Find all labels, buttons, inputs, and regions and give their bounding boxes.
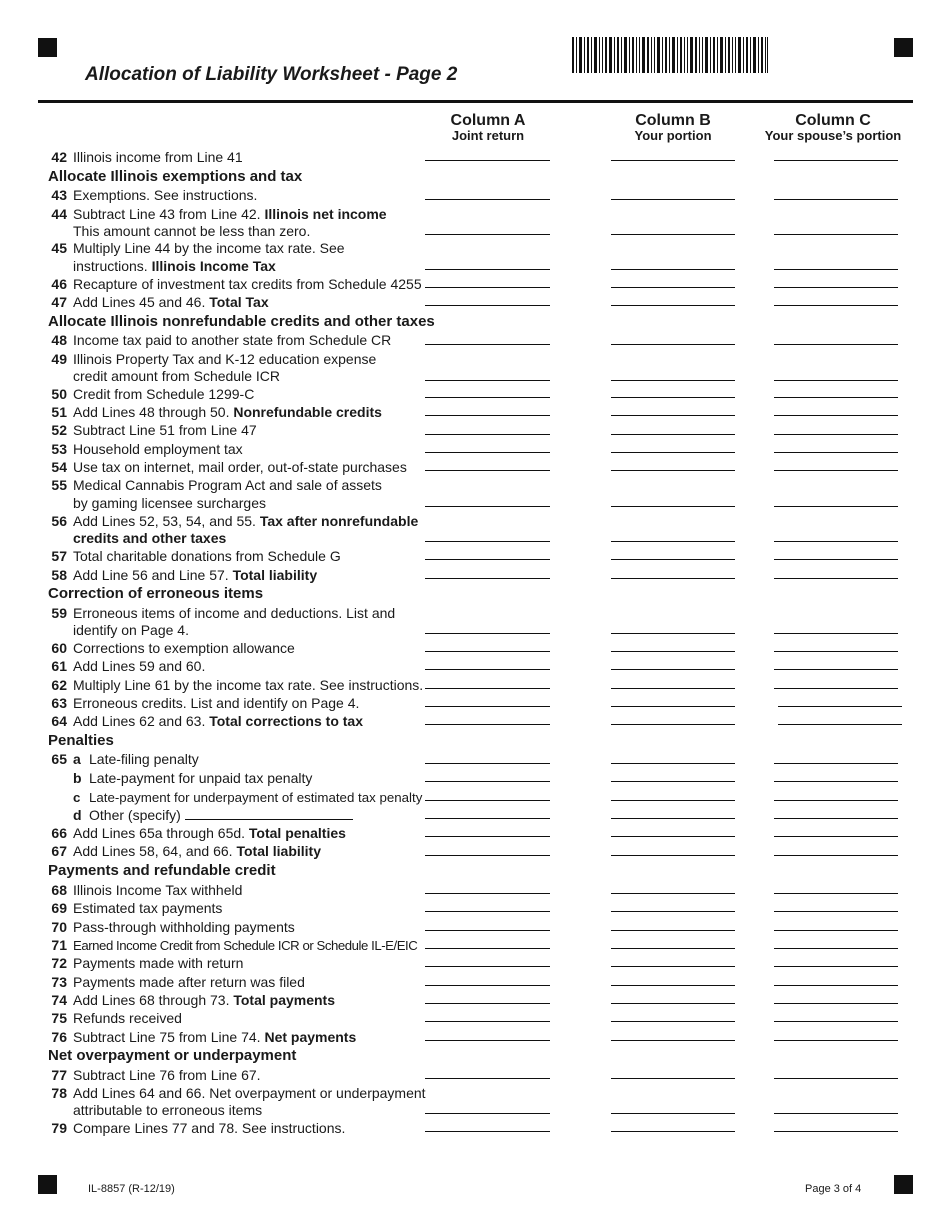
line-65d-column-a-field[interactable] <box>425 818 550 819</box>
line-78-column-b-field[interactable] <box>611 1113 735 1114</box>
line-60-column-b-field[interactable] <box>611 651 735 652</box>
line-75-column-b-field[interactable] <box>611 1021 735 1022</box>
line-70-column-b-field[interactable] <box>611 930 735 931</box>
column-b-heading <box>610 112 736 143</box>
line-description: Illinois Income Tax withheld <box>73 882 243 898</box>
line-64-column-c-field[interactable] <box>778 724 902 725</box>
line-text: Subtract Line 75 from Line 74. <box>73 1029 265 1045</box>
line-57-column-a-field[interactable] <box>425 559 550 560</box>
line-number: 47 <box>51 294 67 310</box>
line-number: 65 <box>51 751 67 767</box>
line-description: Payments made with return <box>73 955 244 971</box>
line-73-column-c-field[interactable] <box>774 985 898 986</box>
line-61-column-a-field[interactable] <box>425 669 550 670</box>
line-42-column-c-field[interactable] <box>774 160 898 161</box>
line-description: Payments made after return was filed <box>73 974 305 990</box>
line-number: 61 <box>51 658 67 674</box>
line-49-column-a-field[interactable] <box>425 380 550 381</box>
line-50-column-b-field[interactable] <box>611 397 735 398</box>
line-65c-column-b-field[interactable] <box>611 800 735 801</box>
line-59-column-b-field[interactable] <box>611 633 735 634</box>
line-53-column-c-field[interactable] <box>774 452 898 453</box>
line-65c-column-c-field[interactable] <box>774 800 898 801</box>
line-56-column-c-field[interactable] <box>774 541 898 542</box>
line-text: Add Lines 65a through 65d. <box>73 825 249 841</box>
line-67-column-a-field[interactable] <box>425 855 550 856</box>
section-heading-net: Net overpayment or underpayment <box>48 1047 297 1064</box>
line-description: Illinois Property Tax and K-12 education expense <box>73 351 377 367</box>
line-bold-text: Illinois net income <box>264 206 387 222</box>
line-bold-text: Tax after nonrefundable <box>259 513 419 529</box>
line-number: 77 <box>51 1067 67 1083</box>
line-54-column-c-field[interactable] <box>774 470 898 471</box>
line-number: 63 <box>51 695 67 711</box>
line-74-column-a-field[interactable] <box>425 1003 550 1004</box>
line-55-column-b-field[interactable] <box>611 506 735 507</box>
line-bold-text: Total liability <box>236 843 321 859</box>
line-65a-column-c-field[interactable] <box>774 763 898 764</box>
line-description <box>73 843 321 860</box>
line-74-column-c-field[interactable] <box>774 1003 898 1004</box>
other-specify-field[interactable] <box>185 819 353 820</box>
line-number: 74 <box>51 992 67 1008</box>
line-48-column-c-field[interactable] <box>774 344 898 345</box>
registration-mark-top-right <box>894 38 913 57</box>
line-number: 69 <box>51 900 67 916</box>
line-68-column-a-field[interactable] <box>425 893 550 894</box>
line-45-column-b-field[interactable] <box>611 269 735 270</box>
line-69-column-b-field[interactable] <box>611 911 735 912</box>
line-number: 68 <box>51 882 67 898</box>
line-55-column-a-field[interactable] <box>425 506 550 507</box>
section-heading-payments: Payments and refundable credit <box>48 862 276 879</box>
line-78-column-a-field[interactable] <box>425 1113 550 1114</box>
column-a-subtitle: Joint return <box>451 128 525 143</box>
line-51-column-a-field[interactable] <box>425 415 550 416</box>
line-text: Add Lines 58, 64, and 66. <box>73 843 237 859</box>
line-description: Exemptions. See instructions. <box>73 187 258 203</box>
line-71-column-c-field[interactable] <box>774 948 898 949</box>
line-bold-text: Illinois Income Tax <box>151 258 276 274</box>
line-number: 49 <box>51 351 67 367</box>
registration-mark-bottom-right <box>894 1175 913 1194</box>
line-47-column-b-field[interactable] <box>611 305 735 306</box>
line-number: 54 <box>51 459 67 475</box>
line-51-column-c-field[interactable] <box>774 415 898 416</box>
line-description: Add Lines 59 and 60. <box>73 658 206 674</box>
line-43-column-a-field[interactable] <box>425 199 550 200</box>
line-number: 43 <box>51 187 67 203</box>
line-65b-column-a-field[interactable] <box>425 781 550 782</box>
form-number: IL-8857 (R-12/19) <box>88 1183 175 1195</box>
line-73-column-a-field[interactable] <box>425 985 550 986</box>
line-text: instructions. <box>73 258 152 274</box>
line-bold-text: Net payments <box>264 1029 357 1045</box>
line-66-column-a-field[interactable] <box>425 836 550 837</box>
line-64-column-a-field[interactable] <box>425 724 550 725</box>
line-number: 59 <box>51 605 67 621</box>
line-description: Illinois income from Line 41 <box>73 149 243 165</box>
line-number: 48 <box>51 332 67 348</box>
line-57-column-b-field[interactable] <box>611 559 735 560</box>
line-67-column-c-field[interactable] <box>774 855 898 856</box>
line-48-column-b-field[interactable] <box>611 344 735 345</box>
line-42-column-a-field[interactable] <box>425 160 550 161</box>
line-50-column-c-field[interactable] <box>774 397 898 398</box>
line-description: Refunds received <box>73 1010 182 1026</box>
line-description-continued: attributable to erroneous items <box>73 1102 263 1118</box>
line-64-column-b-field[interactable] <box>611 724 735 725</box>
line-description: Household employment tax <box>73 441 243 457</box>
line-number: 57 <box>51 548 67 564</box>
line-description <box>73 825 346 842</box>
line-63-column-c-field[interactable] <box>778 706 902 707</box>
line-number: 79 <box>51 1120 67 1136</box>
line-text: Add Line 56 and Line 57. <box>73 567 233 583</box>
barcode <box>572 37 768 73</box>
line-description: Credit from Schedule 1299-C <box>73 386 255 402</box>
line-description: Compare Lines 77 and 78. See instructions. <box>73 1120 346 1136</box>
line-number: 55 <box>51 477 67 493</box>
line-description: Erroneous items of income and deductions. List and <box>73 605 396 621</box>
column-a-heading <box>425 112 551 143</box>
line-number: 64 <box>51 713 67 729</box>
line-text: Add Lines 48 through 50. <box>73 404 234 420</box>
line-62-column-b-field[interactable] <box>611 688 735 689</box>
line-description: Estimated tax payments <box>73 900 223 916</box>
line-68-column-b-field[interactable] <box>611 893 735 894</box>
line-73-column-b-field[interactable] <box>611 985 735 986</box>
line-description <box>73 713 363 730</box>
line-76-column-c-field[interactable] <box>774 1040 898 1041</box>
line-number: 53 <box>51 441 67 457</box>
line-49-column-b-field[interactable] <box>611 380 735 381</box>
line-description: Pass-through withholding payments <box>73 919 295 935</box>
line-72-column-a-field[interactable] <box>425 966 550 967</box>
line-description: Late-filing penalty <box>89 751 199 767</box>
line-53-column-a-field[interactable] <box>425 452 550 453</box>
line-description-continued: identify on Page 4. <box>73 622 189 638</box>
line-number: 46 <box>51 276 67 292</box>
line-77-column-a-field[interactable] <box>425 1078 550 1079</box>
line-description: Use tax on internet, mail order, out-of-state purchases <box>73 459 407 475</box>
line-79-column-a-field[interactable] <box>425 1131 550 1132</box>
line-45-column-a-field[interactable] <box>425 269 550 270</box>
line-42-column-b-field[interactable] <box>611 160 735 161</box>
line-letter: d <box>73 807 82 823</box>
line-49-column-c-field[interactable] <box>774 380 898 381</box>
line-52-column-b-field[interactable] <box>611 434 735 435</box>
column-c-heading <box>763 112 903 143</box>
line-letter: a <box>73 751 81 767</box>
line-48-column-a-field[interactable] <box>425 344 550 345</box>
line-67-column-b-field[interactable] <box>611 855 735 856</box>
line-number: 78 <box>51 1085 67 1101</box>
line-number: 70 <box>51 919 67 935</box>
line-62-column-a-field[interactable] <box>425 688 550 689</box>
line-56-column-b-field[interactable] <box>611 541 735 542</box>
column-b-title: Column B <box>635 112 711 129</box>
line-description-continued: credits and other taxes <box>73 530 227 546</box>
line-68-column-c-field[interactable] <box>774 893 898 894</box>
line-46-column-b-field[interactable] <box>611 287 735 288</box>
line-55-column-c-field[interactable] <box>774 506 898 507</box>
line-number: 72 <box>51 955 67 971</box>
line-65a-column-a-field[interactable] <box>425 763 550 764</box>
line-description <box>73 567 317 584</box>
line-description: Add Lines 64 and 66. Net overpayment or underpayment <box>73 1085 426 1101</box>
line-letter: c <box>73 790 81 805</box>
line-number: 66 <box>51 825 67 841</box>
line-61-column-c-field[interactable] <box>774 669 898 670</box>
section-heading-credits: Allocate Illinois nonrefundable credits and other taxes <box>48 313 435 330</box>
line-53-column-b-field[interactable] <box>611 452 735 453</box>
line-63-column-a-field[interactable] <box>425 706 550 707</box>
line-79-column-b-field[interactable] <box>611 1131 735 1132</box>
line-number: 50 <box>51 386 67 402</box>
column-c-title: Column C <box>795 112 871 129</box>
line-46-column-a-field[interactable] <box>425 287 550 288</box>
line-number: 51 <box>51 404 67 420</box>
line-74-column-b-field[interactable] <box>611 1003 735 1004</box>
line-description <box>73 294 269 311</box>
line-description: Recapture of investment tax credits from Schedule 4255 <box>73 276 422 292</box>
registration-mark-bottom-left <box>38 1175 57 1194</box>
line-number: 44 <box>51 206 67 222</box>
line-65b-column-b-field[interactable] <box>611 781 735 782</box>
line-63-column-b-field[interactable] <box>611 706 735 707</box>
line-70-column-a-field[interactable] <box>425 930 550 931</box>
line-number: 56 <box>51 513 67 529</box>
line-43-column-c-field[interactable] <box>774 199 898 200</box>
line-description <box>73 1029 356 1046</box>
line-number: 67 <box>51 843 67 859</box>
line-description: Subtract Line 51 from Line 47 <box>73 422 257 438</box>
line-65b-column-c-field[interactable] <box>774 781 898 782</box>
line-bold-text: Nonrefundable credits <box>233 404 382 420</box>
line-52-column-a-field[interactable] <box>425 434 550 435</box>
column-b-subtitle: Your portion <box>634 128 712 143</box>
line-77-column-c-field[interactable] <box>774 1078 898 1079</box>
line-56-column-a-field[interactable] <box>425 541 550 542</box>
line-description-continued: credit amount from Schedule ICR <box>73 368 280 384</box>
line-description: Multiply Line 61 by the income tax rate. See instructions. <box>73 677 424 693</box>
line-description <box>73 992 335 1009</box>
line-69-column-c-field[interactable] <box>774 911 898 912</box>
line-description: Subtract Line 76 from Line 67. <box>73 1067 261 1083</box>
line-59-column-a-field[interactable] <box>425 633 550 634</box>
line-number: 52 <box>51 422 67 438</box>
line-70-column-c-field[interactable] <box>774 930 898 931</box>
line-66-column-b-field[interactable] <box>611 836 735 837</box>
line-bold-text: Total Tax <box>209 294 269 310</box>
line-number: 42 <box>51 149 67 165</box>
registration-mark-top-left <box>38 38 57 57</box>
line-description: Erroneous credits. List and identify on Page 4. <box>73 695 360 711</box>
line-description: Late-payment for underpayment of estimated tax penalty <box>89 790 423 805</box>
column-c-subtitle: Your spouse’s portion <box>764 128 902 143</box>
line-description-continued <box>73 258 276 275</box>
line-number: 60 <box>51 640 67 656</box>
line-65a-column-b-field[interactable] <box>611 763 735 764</box>
line-text: Subtract Line 43 from Line 42. <box>73 206 265 222</box>
line-75-column-c-field[interactable] <box>774 1021 898 1022</box>
line-79-column-c-field[interactable] <box>774 1131 898 1132</box>
line-number: 73 <box>51 974 67 990</box>
section-heading-exemptions: Allocate Illinois exemptions and tax <box>48 168 303 185</box>
line-50-column-a-field[interactable] <box>425 397 550 398</box>
line-76-column-b-field[interactable] <box>611 1040 735 1041</box>
line-78-column-c-field[interactable] <box>774 1113 898 1114</box>
line-description <box>73 206 387 223</box>
line-number: 58 <box>51 567 67 583</box>
line-letter: b <box>73 770 82 786</box>
line-bold-text: Total liability <box>232 567 318 583</box>
line-71-column-b-field[interactable] <box>611 948 735 949</box>
line-description: Late-payment for unpaid tax penalty <box>89 770 313 786</box>
line-69-column-a-field[interactable] <box>425 911 550 912</box>
line-description <box>73 513 418 530</box>
line-text: Add Lines 62 and 63. <box>73 713 210 729</box>
line-46-column-c-field[interactable] <box>774 287 898 288</box>
line-57-column-c-field[interactable] <box>774 559 898 560</box>
line-54-column-a-field[interactable] <box>425 470 550 471</box>
line-description-continued: This amount cannot be less than zero. <box>73 223 311 239</box>
line-description: Other (specify) <box>89 807 181 823</box>
line-description: Multiply Line 44 by the income tax rate. See <box>73 240 345 256</box>
line-60-column-c-field[interactable] <box>774 651 898 652</box>
line-76-column-a-field[interactable] <box>425 1040 550 1041</box>
line-66-column-c-field[interactable] <box>774 836 898 837</box>
line-77-column-b-field[interactable] <box>611 1078 735 1079</box>
line-71-column-a-field[interactable] <box>425 948 550 949</box>
line-75-column-a-field[interactable] <box>425 1021 550 1022</box>
line-58-column-b-field[interactable] <box>611 578 735 579</box>
line-65d-column-c-field[interactable] <box>774 818 898 819</box>
line-44-column-a-field[interactable] <box>425 234 550 235</box>
page-title: Allocation of Liability Worksheet - Page 2 <box>85 64 458 85</box>
line-description: Total charitable donations from Schedule G <box>73 548 341 564</box>
line-number: 62 <box>51 677 67 693</box>
section-heading-penalties: Penalties <box>48 732 114 749</box>
line-72-column-b-field[interactable] <box>611 966 735 967</box>
header-rule <box>38 100 913 103</box>
section-heading-correction: Correction of erroneous items <box>48 585 264 602</box>
page-number: Page 3 of 4 <box>805 1183 862 1195</box>
line-bold-text: Total penalties <box>248 825 346 841</box>
column-a-title: Column A <box>450 112 526 129</box>
line-72-column-c-field[interactable] <box>774 966 898 967</box>
line-number: 45 <box>51 240 67 256</box>
line-description: Medical Cannabis Program Act and sale of assets <box>73 477 382 493</box>
line-45-column-c-field[interactable] <box>774 269 898 270</box>
line-51-column-b-field[interactable] <box>611 415 735 416</box>
line-54-column-b-field[interactable] <box>611 470 735 471</box>
line-58-column-a-field[interactable] <box>425 578 550 579</box>
line-bold-text: Total corrections to tax <box>209 713 364 729</box>
line-47-column-c-field[interactable] <box>774 305 898 306</box>
line-60-column-a-field[interactable] <box>425 651 550 652</box>
line-43-column-b-field[interactable] <box>611 199 735 200</box>
line-52-column-c-field[interactable] <box>774 434 898 435</box>
line-47-column-a-field[interactable] <box>425 305 550 306</box>
line-description: Earned Income Credit from Schedule ICR or Schedule IL-E/EIC <box>73 938 418 953</box>
line-62-column-c-field[interactable] <box>774 688 898 689</box>
line-description: Corrections to exemption allowance <box>73 640 295 656</box>
line-description: Income tax paid to another state from Schedule CR <box>73 332 392 348</box>
line-44-column-c-field[interactable] <box>774 234 898 235</box>
line-44-column-b-field[interactable] <box>611 234 735 235</box>
line-number: 76 <box>51 1029 67 1045</box>
line-text: Add Lines 52, 53, 54, and 55. <box>73 513 260 529</box>
line-text: Add Lines 68 through 73. <box>73 992 234 1008</box>
line-bold-text: Total payments <box>233 992 335 1008</box>
line-65d-column-b-field[interactable] <box>611 818 735 819</box>
line-59-column-c-field[interactable] <box>774 633 898 634</box>
line-text: Add Lines 45 and 46. <box>73 294 210 310</box>
line-description-continued: by gaming licensee surcharges <box>73 495 266 511</box>
line-description <box>73 404 382 421</box>
line-65c-column-a-field[interactable] <box>425 800 550 801</box>
line-61-column-b-field[interactable] <box>611 669 735 670</box>
line-number: 75 <box>51 1010 67 1026</box>
line-number: 71 <box>51 937 67 953</box>
line-58-column-c-field[interactable] <box>774 578 898 579</box>
